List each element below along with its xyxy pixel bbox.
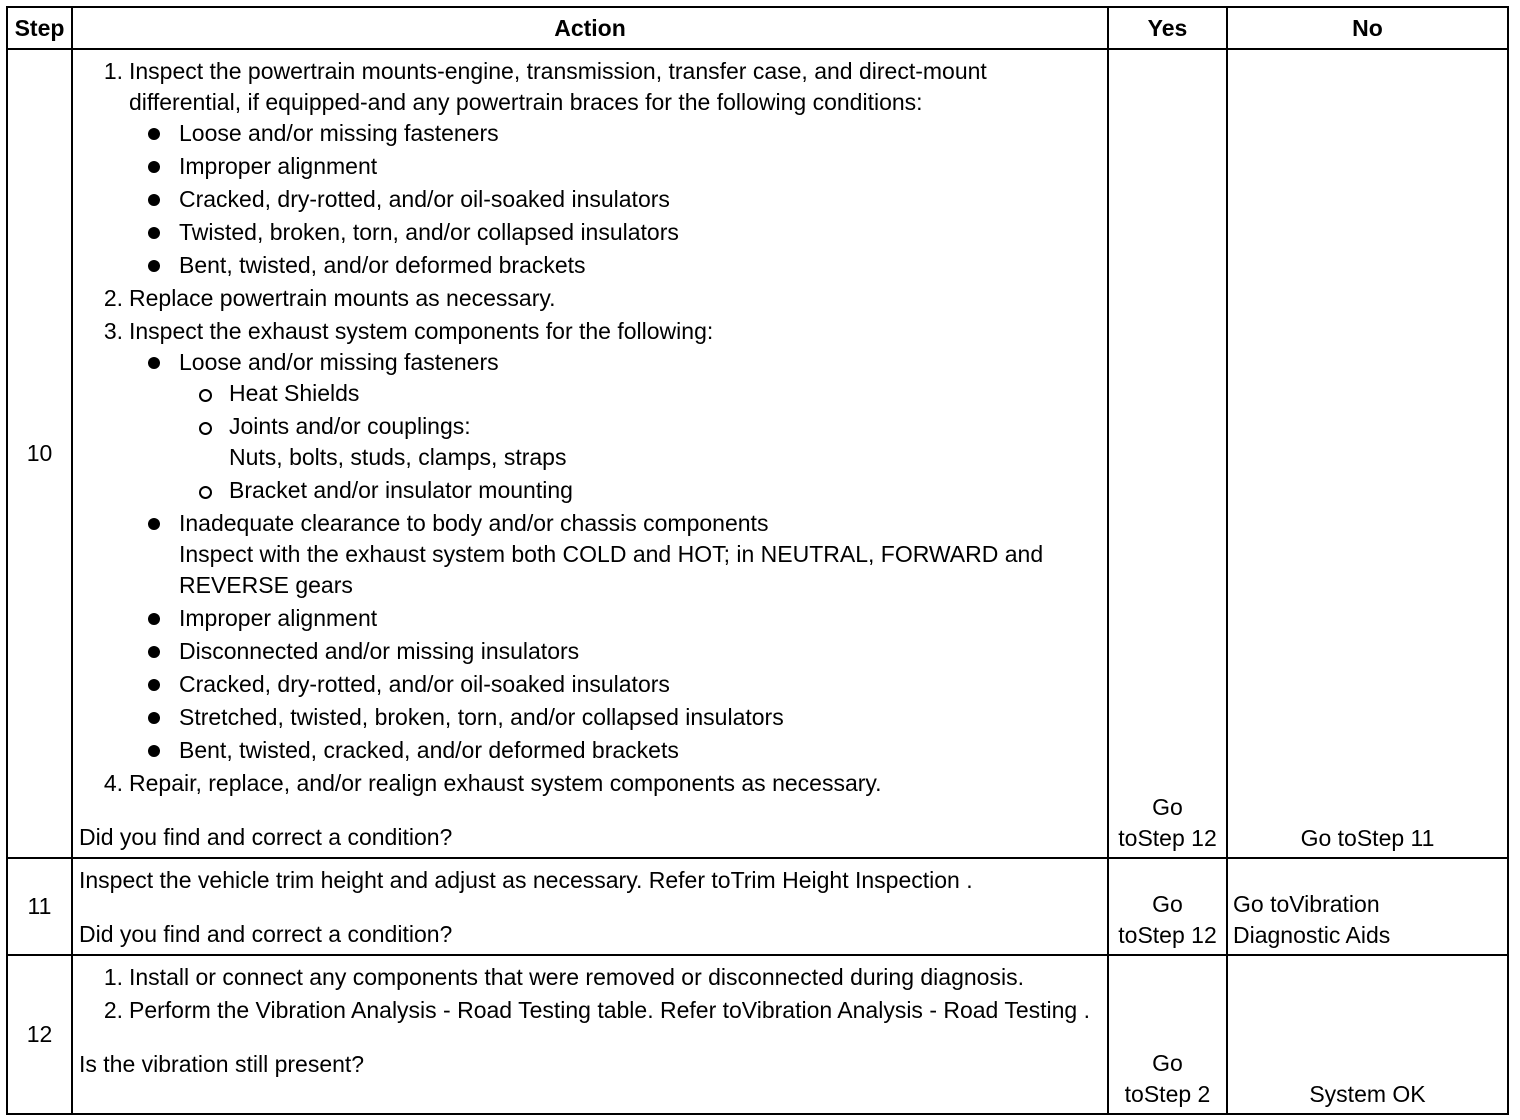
header-no: No xyxy=(1227,7,1508,49)
list-item: 2. Perform the Vibration Analysis - Road Testing table. Refer toVibration Analysis - Road Testing . xyxy=(103,997,1090,1023)
list-item: Loose and/or missing fasteners xyxy=(179,118,1101,149)
list-item: Bent, twisted, cracked, and/or deformed brackets xyxy=(179,735,1101,766)
list-item: 2. Replace powertrain mounts as necessary. xyxy=(103,285,556,311)
no-cell xyxy=(1227,858,1508,955)
yes-target-link[interactable]: toStep 2 xyxy=(1124,1081,1211,1107)
question-text: Is the vibration still present? xyxy=(79,1051,365,1077)
table-row-step-11 xyxy=(7,858,1508,955)
step-number: 12 xyxy=(7,955,72,1114)
list-item: 3. Inspect the exhaust system components for the following: Loose and/or missing fasteners Heat Shields Joints and/or couplings: Nuts, bolts, studs, clamps, straps Bracket and/or insulator mounting Inadequate clearance to body and/or chassis components Inspect with the exhaust system both COLD and HOT; in NEUTRAL, FORWARD and REVERSE gears Improper alignment Disconnected and/or missing insulators Cracked, dry-rotted, and/or oil-soaked insulators Stretched, twisted, broken, torn, and/or collapsed insulators Bent, twisted, cracked, and/or deformed brackets xyxy=(129,316,1101,766)
action-steps-list xyxy=(79,56,1101,799)
list-item: Heat Shields xyxy=(229,378,1101,409)
list-item: Improper alignment xyxy=(179,151,1101,182)
action-cell xyxy=(72,858,1108,955)
list-item: Joints and/or couplings: Nuts, bolts, studs, clamps, straps xyxy=(229,411,1101,473)
list-item: Cracked, dry-rotted, and/or oil-soaked insulators xyxy=(179,669,1101,700)
sub-bullet-list xyxy=(179,378,1101,506)
table-row-step-10 xyxy=(7,49,1508,858)
list-item: Inadequate clearance to body and/or chassis components Inspect with the exhaust system both COLD and HOT; in NEUTRAL, FORWARD and REVERSE gears xyxy=(179,508,1101,601)
no-cell xyxy=(1227,955,1508,1114)
diagnostic-table xyxy=(6,6,1509,1115)
list-item: Bent, twisted, and/or deformed brackets xyxy=(179,250,1101,281)
no-cell xyxy=(1227,49,1508,858)
header-yes: Yes xyxy=(1108,7,1227,49)
action-steps-list xyxy=(79,962,1101,1026)
list-item: Twisted, broken, torn, and/or collapsed insulators xyxy=(179,217,1101,248)
list-item: Disconnected and/or missing insulators xyxy=(179,636,1101,667)
no-target-link-continued[interactable]: Diagnostic Aids xyxy=(1233,922,1391,948)
question-text: Did you find and correct a condition? xyxy=(79,824,453,850)
no-result: System OK xyxy=(1309,1081,1426,1107)
table-row-step-12 xyxy=(7,955,1508,1114)
action-text: Inspect the vehicle trim height and adjust as necessary. Refer toTrim Height Inspection . xyxy=(79,867,973,893)
yes-target-link[interactable]: toStep 12 xyxy=(1118,922,1217,948)
yes-target-link[interactable]: toStep 12 xyxy=(1118,825,1217,851)
list-item: Cracked, dry-rotted, and/or oil-soaked insulators xyxy=(179,184,1101,215)
header-step: Step xyxy=(7,7,72,49)
list-item: Improper alignment xyxy=(179,603,1101,634)
no-target-link[interactable]: Go toStep 11 xyxy=(1300,825,1435,851)
yes-go: Go xyxy=(1152,891,1183,917)
yes-go: Go xyxy=(1152,794,1183,820)
yes-cell xyxy=(1108,955,1227,1114)
action-cell xyxy=(72,49,1108,858)
bullet-list xyxy=(129,347,1101,766)
list-item: Loose and/or missing fasteners Heat Shields Joints and/or couplings: Nuts, bolts, studs, clamps, straps Bracket and/or insulator mounting xyxy=(179,347,1101,506)
yes-cell xyxy=(1108,858,1227,955)
list-item: 1. Install or connect any components that were removed or disconnected during diagnosis. xyxy=(103,964,1024,990)
list-item: 1. Inspect the powertrain mounts-engine, transmission, transfer case, and direct-mount differential, if equipped-and any powertrain braces for the following conditions: Loose and/or missing fasteners Improper alignment Cracked, dry-rotted, and/or oil-soaked insulators Twisted, broken, torn, and/or collapsed insulators Bent, twisted, and/or deformed brackets xyxy=(129,56,1101,281)
bullet-list xyxy=(129,118,1101,281)
header-row xyxy=(7,7,1508,49)
list-item: Bracket and/or insulator mounting xyxy=(229,475,1101,506)
header-action: Action xyxy=(72,7,1108,49)
list-item: 4. Repair, replace, and/or realign exhaust system components as necessary. xyxy=(103,770,882,796)
question-text: Did you find and correct a condition? xyxy=(79,921,453,947)
no-target-link[interactable]: Go toVibration xyxy=(1233,891,1380,917)
action-cell xyxy=(72,955,1108,1114)
list-item: Stretched, twisted, broken, torn, and/or collapsed insulators xyxy=(179,702,1101,733)
yes-go: Go xyxy=(1152,1050,1183,1076)
step-number: 11 xyxy=(7,858,72,955)
step-number: 10 xyxy=(7,49,72,858)
yes-cell xyxy=(1108,49,1227,858)
